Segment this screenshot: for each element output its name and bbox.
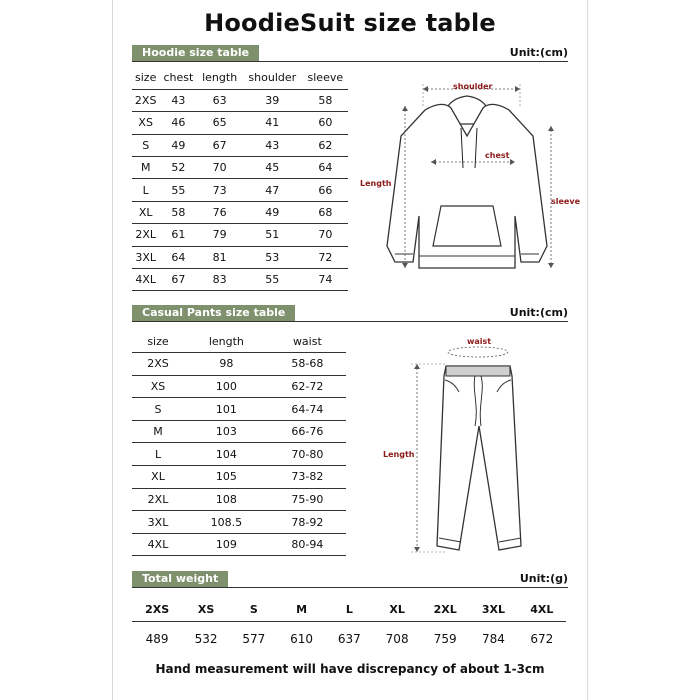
pants-cell: 104 [184,443,269,466]
pants-shape [437,366,521,550]
hoodie-header-cell: size [132,67,159,89]
hoodie-cell: 55 [159,179,197,201]
hoodie-table-row [132,89,348,111]
pants-cell: 64-74 [269,398,346,421]
hoodie-cell: 79 [197,224,242,246]
hoodie-cell: 4XL [132,269,159,291]
hoodie-cell: 74 [303,269,348,291]
pants-section-rule [132,321,568,322]
weight-value-cell: 784 [482,632,505,646]
hoodie-cell: 70 [197,157,242,179]
pants-diagram [375,330,560,560]
pants-table-row [132,443,346,466]
hoodie-table-row [132,246,348,268]
weight-size-cell: 4XL [530,602,554,616]
hoodie-table-row [132,134,348,156]
pants-cell: 80-94 [269,533,346,556]
weight-value-row [132,627,566,651]
pants-table-row [132,398,346,421]
pants-cell: XL [132,466,184,489]
hoodie-cell: 64 [159,246,197,268]
weight-size-cell: XL [389,602,405,616]
hoodie-cell: 49 [242,201,303,223]
weight-value-cell: 532 [194,632,218,646]
pants-section-tag: Casual Pants size table [132,305,295,321]
hoodie-chest-label: chest [485,151,510,160]
hoodie-table-row [132,112,348,134]
pants-cell: 4XL [132,533,184,556]
pants-section-header [132,305,568,325]
hoodie-cell: 47 [242,179,303,201]
hoodie-cell: 83 [197,269,242,291]
hoodie-cell: 70 [303,224,348,246]
hoodie-table-row [132,157,348,179]
page-title: HoodieSuit size table [204,9,496,37]
hoodie-cell: 52 [159,157,197,179]
hoodie-cell: XL [132,201,159,223]
pants-unit-label: Unit:(cm) [509,306,568,319]
pants-cell: 78-92 [269,511,346,534]
hoodie-cell: 66 [303,179,348,201]
hoodie-cell: S [132,134,159,156]
pants-cell: 108.5 [184,511,269,534]
hoodie-cell: 73 [197,179,242,201]
weight-size-cell: 3XL [481,602,506,616]
weight-size-cell: 2XS [145,602,170,616]
hoodie-table-row [132,179,348,201]
hoodie-cell: 55 [242,269,303,291]
pants-header-cell: length [184,330,269,353]
hoodie-body-shape [387,104,547,268]
weight-value-cell: 637 [337,632,361,646]
pants-table-row [132,533,346,556]
pants-cell: 62-72 [269,375,346,398]
hoodie-cell: 81 [197,246,242,268]
measurement-note: Hand measurement will have discrepancy of about 1-3cm [155,662,545,676]
hoodie-shoulder-label: shoulder [453,82,493,91]
weight-size-row [132,597,566,621]
hoodie-cell: 67 [197,134,242,156]
hoodie-cell: 46 [159,112,197,134]
hoodie-header-cell: sleeve [303,67,348,89]
hoodie-cell: 58 [303,89,348,111]
hoodie-header-cell: length [197,67,242,89]
pants-table-header-row [132,330,346,353]
hoodie-cell: 68 [303,201,348,223]
weight-value-cell: 759 [433,632,457,646]
hoodie-cell: 76 [197,201,242,223]
hoodie-cell: 51 [242,224,303,246]
weight-section-tag: Total weight [132,571,228,587]
weight-value-cell: 708 [385,632,409,646]
weight-value-cell: 577 [242,632,266,646]
pants-cell: XS [132,375,184,398]
weight-section-header [132,571,568,591]
pants-waistband [446,366,510,376]
pants-table-row [132,511,346,534]
hoodie-cell: 2XS [132,89,159,111]
weight-size-cell: M [296,602,308,616]
pants-cell: 100 [184,375,269,398]
pants-cell: 109 [184,533,269,556]
hoodie-cell: 43 [242,134,303,156]
pants-cell: L [132,443,184,466]
hoodie-size-table [132,67,348,291]
hoodie-section-header [132,45,568,65]
pants-cell: 2XS [132,353,184,376]
hoodie-cell: 53 [242,246,303,268]
pants-cell: 58-68 [269,353,346,376]
hoodie-cell: 3XL [132,246,159,268]
weight-unit-label: Unit:(g) [519,572,568,585]
hoodie-cell: 64 [303,157,348,179]
hoodie-cell: 58 [159,201,197,223]
hoodie-length-label: Length [360,179,392,188]
pants-waist-measure-ellipse [448,347,508,357]
pants-cell: 98 [184,353,269,376]
pants-size-table [132,330,346,556]
pants-cell: 103 [184,420,269,443]
hoodie-cell: 43 [159,89,197,111]
hoodie-cell: 61 [159,224,197,246]
weight-section-rule [132,587,568,588]
pants-table-row [132,375,346,398]
hoodie-table-header-row [132,67,348,89]
weight-size-cell: S [249,602,258,616]
pants-length-label: Length [383,450,415,459]
pants-table-row [132,353,346,376]
pants-waist-label: waist [467,337,492,346]
hoodie-cell: 62 [303,134,348,156]
pants-cell: 3XL [132,511,184,534]
hoodie-section-tag: Hoodie size table [132,45,259,61]
hoodie-table-row [132,269,348,291]
pants-cell: S [132,398,184,421]
weight-divider [132,621,566,622]
pants-cell: 75-90 [269,488,346,511]
weight-value-cell: 489 [145,632,169,646]
hoodie-diagram [355,76,585,276]
pants-cell: 73-82 [269,466,346,489]
pants-cell: 101 [184,398,269,421]
hoodie-table-row [132,224,348,246]
hoodie-cell: 60 [303,112,348,134]
pants-table-row [132,488,346,511]
hoodie-cell: 65 [197,112,242,134]
pants-cell: 105 [184,466,269,489]
hoodie-cell: 63 [197,89,242,111]
weight-size-cell: 2XL [433,602,457,616]
hoodie-cell: 39 [242,89,303,111]
weight-table [132,597,566,651]
hoodie-cell: 67 [159,269,197,291]
pants-header-cell: waist [269,330,346,353]
hoodie-cell: 49 [159,134,197,156]
hoodie-cell: 72 [303,246,348,268]
hoodie-cell: L [132,179,159,201]
weight-size-cell: XS [197,602,215,616]
pants-header-cell: size [132,330,184,353]
hoodie-section-rule [132,61,568,62]
weight-size-cell: L [345,602,353,616]
hoodie-cell: XS [132,112,159,134]
weight-value-cell: 610 [290,632,314,646]
hoodie-unit-label: Unit:(cm) [509,46,568,59]
hoodie-cell: 2XL [132,224,159,246]
weight-value-cell: 672 [530,632,554,646]
hoodie-cell: 45 [242,157,303,179]
pants-cell: 2XL [132,488,184,511]
pants-cell: 70-80 [269,443,346,466]
hoodie-table-row [132,201,348,223]
hoodie-cell: M [132,157,159,179]
pants-cell: M [132,420,184,443]
hoodie-header-cell: chest [159,67,197,89]
hoodie-cell: 41 [242,112,303,134]
hoodie-header-cell: shoulder [242,67,303,89]
pants-table-row [132,466,346,489]
pants-table-row [132,420,346,443]
pants-cell: 108 [184,488,269,511]
pants-cell: 66-76 [269,420,346,443]
hoodie-sleeve-label: sleeve [551,197,580,206]
